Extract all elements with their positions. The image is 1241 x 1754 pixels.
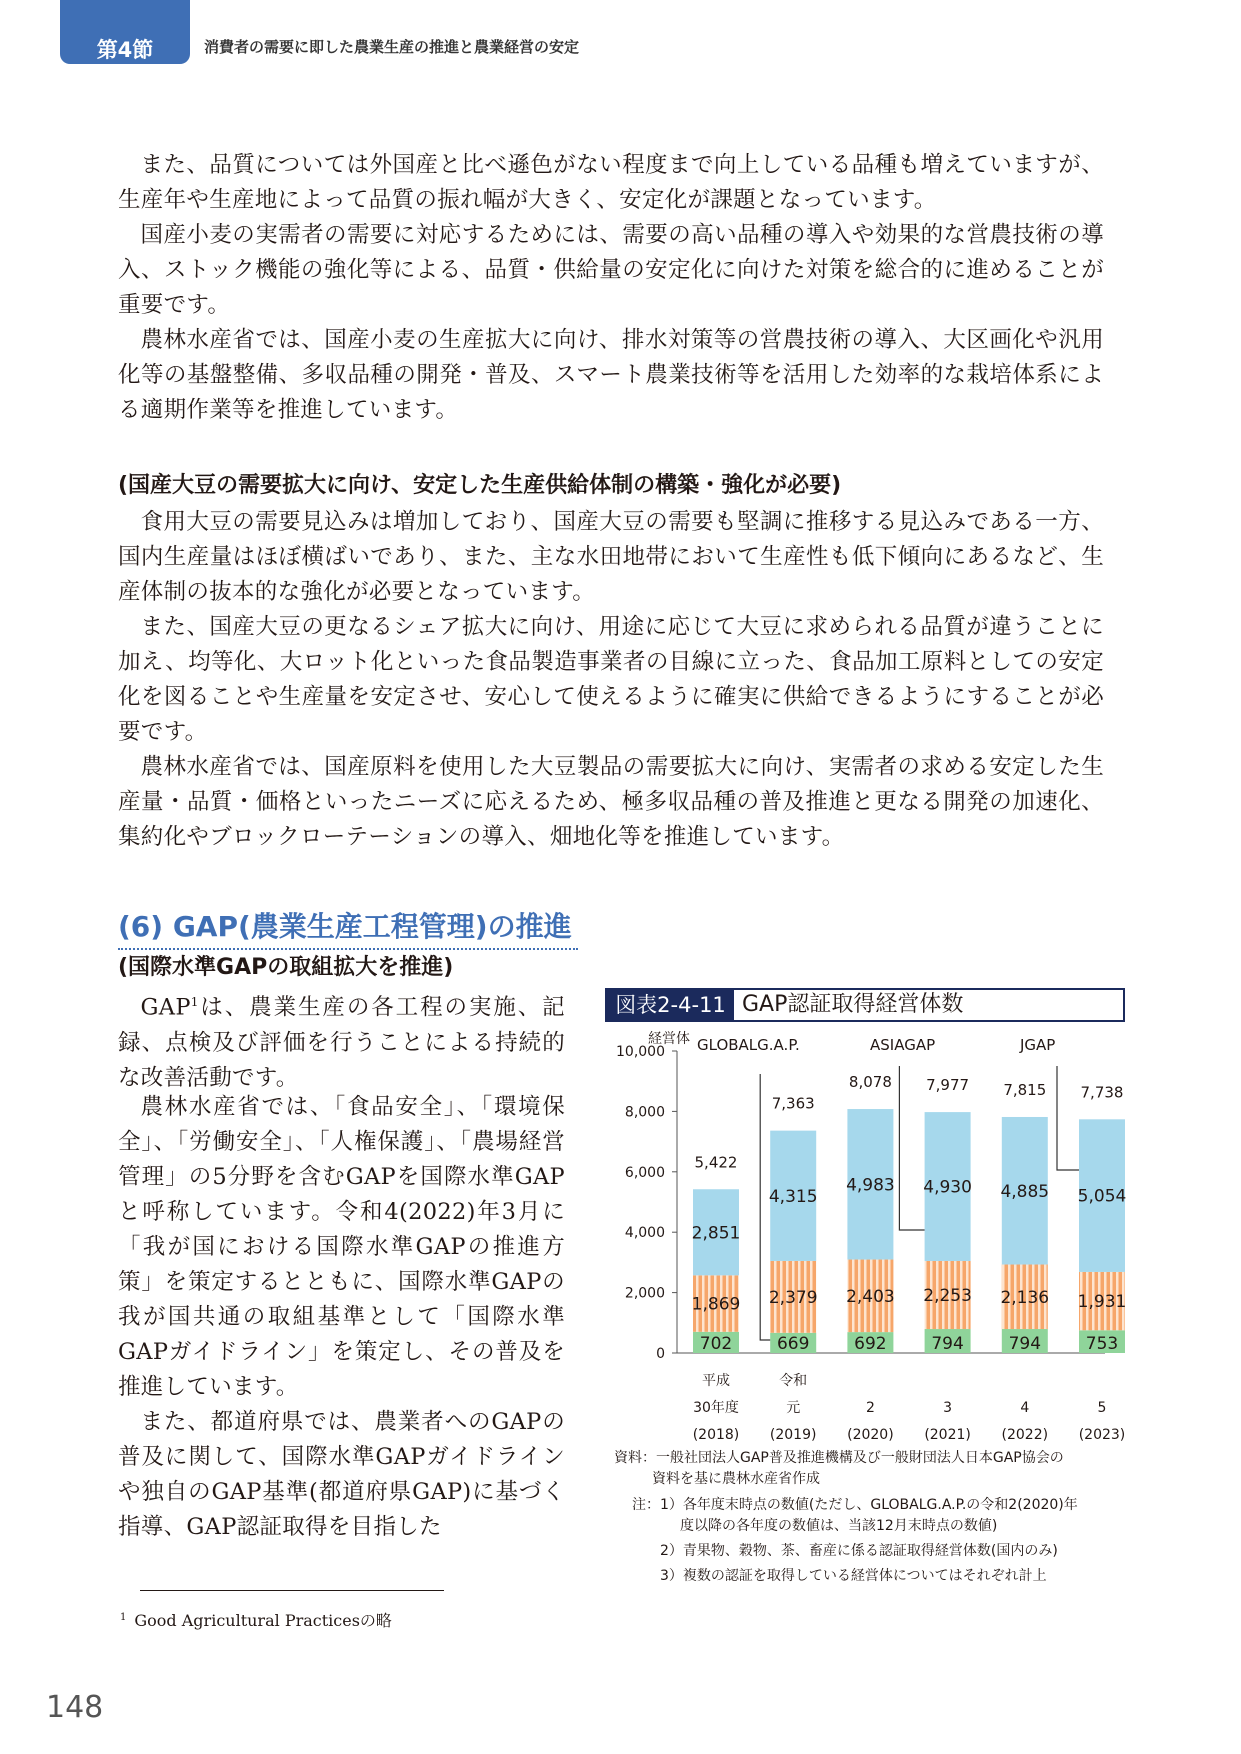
- bar-chart: [600, 1020, 1127, 1450]
- figure-source: 資料：一般社団法人GAP普及推進機構及び一般財団法人日本GAP協会の: [614, 1450, 1064, 1466]
- total-label: 8,078: [848, 1073, 892, 1092]
- footnote-rule: [140, 1590, 444, 1591]
- x-tick-label: (2019): [769, 1427, 817, 1443]
- legend-label: ASIAGAP: [870, 1036, 936, 1054]
- data-label: 692: [854, 1334, 887, 1354]
- x-tick-label: 平成: [702, 1373, 730, 1389]
- data-label: 5,054: [1077, 1186, 1127, 1207]
- subheading: (国産大豆の需要拡大に向け、安定した生産供給体制の構築・強化が必要): [118, 473, 842, 498]
- data-label: 2,403: [846, 1286, 895, 1307]
- data-label: 4,885: [1000, 1181, 1050, 1202]
- data-label: 753: [1085, 1334, 1119, 1354]
- figure-title: GAP認証取得経営体数: [742, 992, 964, 1017]
- x-tick-label: 5: [1097, 1400, 1107, 1416]
- data-label: 4,983: [846, 1175, 895, 1196]
- paragraph: [118, 985, 565, 1096]
- x-tick-label: (2021): [924, 1427, 971, 1443]
- y-axis-label: 経営体: [648, 1031, 690, 1047]
- data-label: 4,930: [923, 1177, 972, 1198]
- x-tick-label: (2023): [1078, 1427, 1126, 1443]
- legend-label: JGAP: [1020, 1036, 1056, 1054]
- section-title: (6) GAP(農業生産工程管理)の推進: [118, 910, 572, 943]
- figure-note: 2）青果物、穀物、茶、畜産に係る認証取得経営体数(国内のみ): [660, 1543, 1058, 1559]
- y-tick-label: 10,000: [616, 1044, 665, 1060]
- footnote-ref: 1: [190, 995, 199, 1009]
- legend-label: GLOBALG.A.P.: [697, 1036, 800, 1054]
- data-label: 794: [931, 1334, 964, 1354]
- data-label: 4,315: [768, 1186, 818, 1207]
- x-tick-label: 4: [1020, 1400, 1030, 1416]
- y-tick-label: 8,000: [624, 1104, 665, 1121]
- y-tick-label: 0: [656, 1346, 665, 1362]
- paragraph-text: は、農業生産の各工程の実施、記録、点検及び評価を行うことによる持続的な改善活動です。: [118, 994, 565, 1091]
- figure-number: 図表2-4-11: [607, 990, 734, 1020]
- data-label: 669: [776, 1334, 810, 1354]
- data-label: 2,136: [1000, 1287, 1050, 1308]
- paragraph: また、都道府県では、農業者へのGAPの普及に関して、国際水準GAPガイドラインや独自のGAP基準(都道府県GAP)に基づく指導、GAP認証取得を目指した: [118, 1409, 565, 1540]
- section-tab-label: 第4節: [96, 38, 154, 62]
- x-tick-label: 30年度: [693, 1400, 739, 1416]
- section-underline: [118, 948, 578, 950]
- page-number: 148: [46, 1690, 104, 1725]
- paragraph: また、品質については外国産と比べ遜色がない程度まで向上している品種も増えていますが、生産年や生産地によって品質の振れ幅が大きく、安定化が課題となっています。: [118, 152, 1104, 213]
- x-tick-label: (2018): [692, 1427, 740, 1443]
- data-label: 2,379: [768, 1287, 818, 1308]
- y-tick-label: 2,000: [624, 1285, 665, 1302]
- figure-note: 注：1）各年度末時点の数値(ただし、GLOBALG.A.P.の令和2(2020)年: [632, 1497, 1078, 1513]
- x-tick-label: 3: [943, 1400, 953, 1416]
- x-tick-label: (2022): [1001, 1427, 1049, 1443]
- y-tick-label: 4,000: [624, 1225, 665, 1242]
- figure-note-cont: 度以降の各年度の数値は、当該12月末時点の数値): [680, 1518, 998, 1534]
- figure-title-box: [605, 988, 1125, 1022]
- data-label: 2,851: [691, 1223, 741, 1244]
- term-gap: GAP: [140, 994, 191, 1021]
- paragraph: 農林水産省では、国産原料を使用した大豆製品の需要拡大に向け、実需者の求める安定した生産量・品質・価格といったニーズに応えるため、極多収品種の普及推進と更なる開発の加速化、集約化やブロックローテーションの導入、畑地化等を推進しています。: [118, 754, 1104, 850]
- x-tick-label: 元: [786, 1400, 801, 1416]
- figure-note: 3）複数の認証を取得している経営体についてはそれぞれ計上: [660, 1568, 1047, 1584]
- leader-line: [1057, 1066, 1079, 1170]
- total-label: 7,738: [1080, 1083, 1124, 1102]
- total-label: 7,363: [771, 1094, 815, 1113]
- section-tab: [60, 0, 190, 64]
- total-label: 5,422: [694, 1153, 738, 1172]
- total-label: 7,977: [926, 1076, 970, 1095]
- y-tick-label: 6,000: [624, 1164, 665, 1181]
- data-label: 2,253: [923, 1286, 972, 1307]
- total-label: 7,815: [1003, 1080, 1047, 1099]
- footnote-text: Good Agricultural Practicesの略: [134, 1611, 392, 1630]
- paragraph: また、国産大豆の更なるシェア拡大に向け、用途に応じて大豆に求められる品質が違うことに加え、均等化、大ロット化といった食品製造事業者の目線に立った、食品加工原料としての安定化を図ることや生産量を安定させ、安心して使えるように確実に供給できるようにすることが必要です。: [118, 614, 1104, 745]
- paragraph: 農林水産省では、「食品安全」、「環境保全」、「労働安全」、「人権保護」、「農場経営管理」の5分野を含むGAPを国際水準GAPと呼称しています。令和4(2022)年3月に「我が国における国際水準GAPの推進方策」を策定するとともに、国際水準GAPの我が国共通の取組基準として「国際水準GAPガイドライン」を策定し、その普及を推進しています。: [118, 1094, 565, 1400]
- paragraph: 農林水産省では、国産小麦の生産拡大に向け、排水対策等の営農技術の導入、大区画化や汎用化等の基盤整備、多収品種の開発・普及、スマート農業技術等を活用した効率的な栽培体系による適期作業等を推進しています。: [118, 327, 1104, 423]
- leader-line: [899, 1066, 924, 1230]
- x-tick-label: (2020): [847, 1427, 894, 1443]
- paragraph: 食用大豆の需要見込みは増加しており、国産大豆の需要も堅調に推移する見込みである一方、国内生産量はほぼ横ばいであり、また、主な水田地帯において生産性も低下傾向にあるなど、生産体制の抜本的な強化が必要となっています。: [118, 509, 1104, 605]
- data-label: 1,931: [1077, 1292, 1127, 1313]
- x-tick-label: 令和: [779, 1373, 808, 1389]
- data-label: 794: [1008, 1334, 1042, 1354]
- data-label: 1,869: [691, 1294, 741, 1315]
- footnote-mark: 1: [120, 1611, 127, 1623]
- paragraph: 国産小麦の実需者の需要に対応するためには、需要の高い品種の導入や効果的な営農技術の導入、ストック機能の強化等による、品質・供給量の安定化に向けた対策を総合的に進めることが重要です。: [118, 222, 1104, 318]
- x-tick-label: 2: [865, 1400, 875, 1416]
- data-label: 702: [699, 1334, 733, 1354]
- subheading: (国際水準GAPの取組拡大を推進): [118, 955, 454, 980]
- footnote: [120, 1608, 392, 1631]
- figure-source-cont: 資料を基に農林水産省作成: [652, 1471, 820, 1487]
- chapter-title: 消費者の需要に即した農業生産の推進と農業経営の安定: [204, 38, 580, 56]
